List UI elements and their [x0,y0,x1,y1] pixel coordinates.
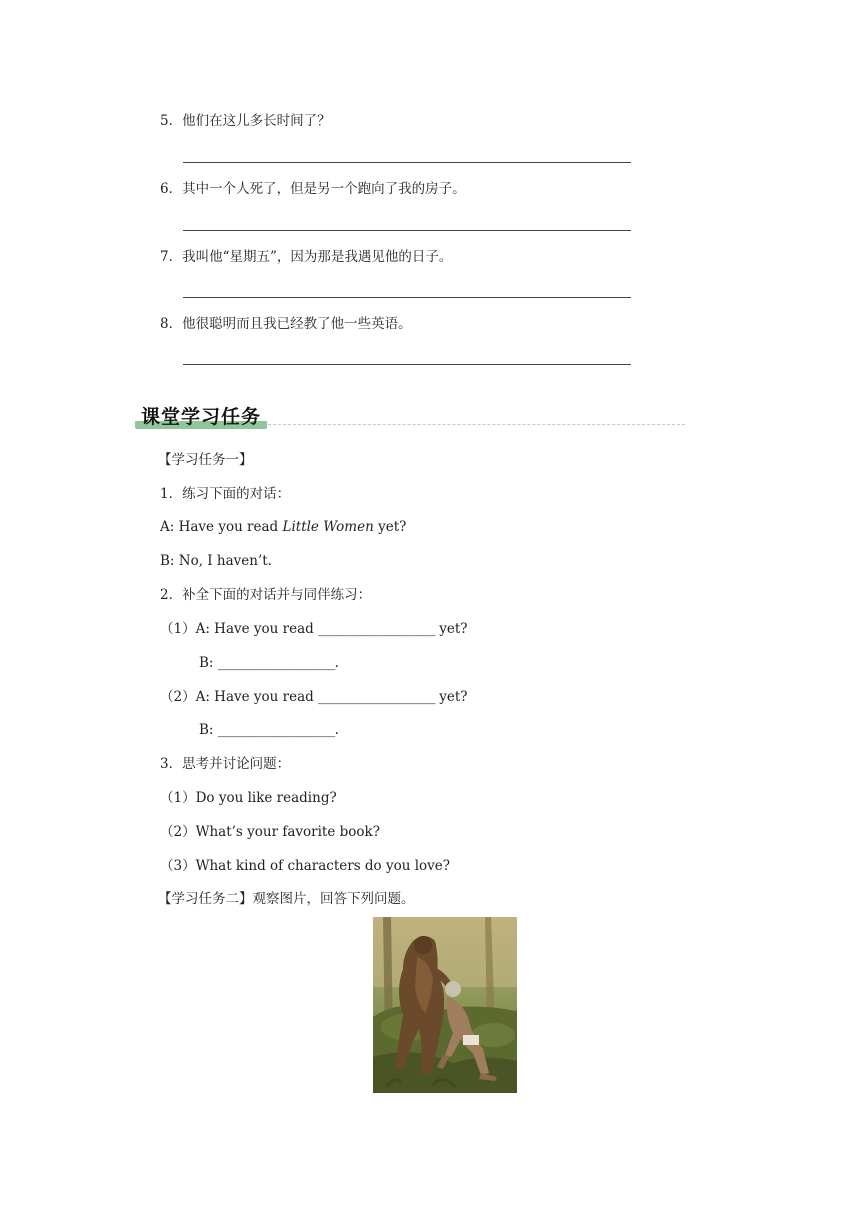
book-title: Little Women [282,519,374,535]
fill-dialogue-2-a [160,688,468,706]
dialogue-a-prefix: A: Have you read [160,519,283,535]
fill1-b-blank[interactable]: ___________________ [217,655,335,671]
translation-item-7: 7．我叫他“星期五”，因为那是我遇见他的日子。 [160,249,453,265]
answer-line-5[interactable] [183,162,631,163]
fill-dialogue-1-a [160,620,468,638]
answer-line-7[interactable] [183,297,631,298]
fill-dialogue-1-b [199,654,339,672]
task1-step1: 1．练习下面的对话： [160,486,291,502]
fill2-b-blank[interactable]: ___________________ [217,722,335,738]
translation-item-8: 8．他很聪明而且我已经教了他一些英语。 [160,316,412,332]
dialogue-line-b: B: No, I haven’t. [160,553,272,569]
task1-step3: 3．思考并讨论问题： [160,756,291,772]
fill1-a-suffix: yet? [434,621,468,637]
discussion-question-3: （3）What kind of characters do you love? [160,858,451,874]
task1-step2: 2．补全下面的对话并与同伴练习： [160,587,372,603]
fill2-b-prefix: B: [199,722,218,738]
task1-label: 【学习任务一】 [158,452,253,468]
answer-line-6[interactable] [183,230,631,231]
discussion-question-1: （1）Do you like reading? [160,790,337,806]
translation-item-6: 6．其中一个人死了，但是另一个跑向了我的房子。 [160,181,466,197]
fill2-b-suffix: . [334,722,339,738]
translation-item-5: 5．他们在这儿多长时间了？ [160,113,331,129]
dialogue-line-a [160,518,406,536]
discussion-question-2: （2）What’s your favorite book? [160,824,380,840]
illustration-image [373,917,517,1093]
dialogue-a-suffix: yet? [373,519,407,535]
fill2-a-blank[interactable]: ___________________ [318,689,435,705]
fill1-b-suffix: . [334,655,339,671]
fill-dialogue-2-b [199,721,339,739]
section-divider [268,424,685,425]
fill1-a-blank[interactable]: ___________________ [318,621,435,637]
fill1-b-prefix: B: [199,655,218,671]
section-title: 课堂学习任务 [141,406,262,428]
fill2-a-suffix: yet? [434,689,468,705]
fill2-a-prefix: （2）A: Have you read [160,689,319,705]
fill1-a-prefix: （1）A: Have you read [160,621,319,637]
answer-line-8[interactable] [183,364,631,365]
task2-label: 【学习任务二】观察图片，回答下列问题。 [158,891,415,907]
